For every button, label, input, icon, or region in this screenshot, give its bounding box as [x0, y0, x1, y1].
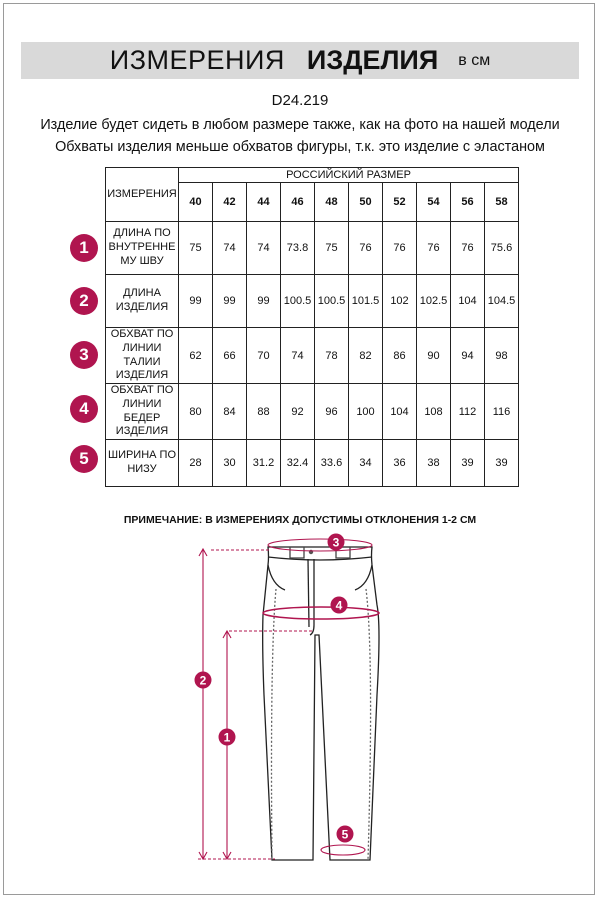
table-cell: 76 — [349, 222, 383, 275]
table-cell: 92 — [281, 384, 315, 440]
product-code: D24.219 — [271, 92, 329, 109]
svg-text:5: 5 — [341, 827, 349, 842]
table-cell: 116 — [485, 384, 519, 440]
measurements-header: ИЗМЕРЕНИЯ — [106, 168, 179, 222]
row-number-badge-5: 5 — [70, 445, 98, 473]
row-label-line: ДЛИНА — [123, 287, 161, 300]
svg-text:3: 3 — [332, 535, 340, 550]
table-cell: 86 — [383, 328, 417, 384]
russian-size-header: РОССИЙСКИЙ РАЗМЕР — [179, 168, 519, 183]
row-label-line: ШИРИНА ПО — [107, 449, 177, 462]
table-cell: 75 — [315, 222, 349, 275]
size-56: 56 — [451, 183, 485, 222]
marker-2 — [195, 672, 212, 689]
table-cell: 80 — [179, 384, 213, 440]
title-bar — [21, 42, 579, 79]
table-cell: 108 — [417, 384, 451, 440]
table-cell: 102.5 — [417, 275, 451, 328]
table-cell: 75.6 — [485, 222, 519, 275]
measure-guides — [198, 539, 379, 859]
tolerance-remark: ПРИМЕЧАНИЕ: В ИЗМЕРЕНИЯХ ДОПУСТИМЫ ОТКЛОНЕНИЯ 1-2 СМ — [123, 514, 477, 526]
row-label-line: ОБХВАТ ПО — [110, 384, 174, 396]
size-52: 52 — [383, 183, 417, 222]
table-cell: 100.5 — [315, 275, 349, 328]
svg-text:2: 2 — [199, 673, 207, 688]
table-cell: 102 — [383, 275, 417, 328]
table-cell: 73.8 — [281, 222, 315, 275]
row-label-line: ЛИНИИ — [122, 397, 162, 410]
table-cell: 82 — [349, 328, 383, 384]
table-cell: 112 — [451, 384, 485, 440]
table-cell: 36 — [383, 440, 417, 487]
table-cell: 62 — [179, 328, 213, 384]
size-50: 50 — [349, 183, 383, 222]
table-cell: 28 — [179, 440, 213, 487]
pants-diagram — [0, 525, 600, 900]
row-label-line: ЛИНИИ — [122, 341, 162, 354]
row-label-line: ИЗДЕЛИЯ — [115, 369, 169, 382]
row-label-line: НИЗУ — [127, 463, 157, 475]
table-cell: 30 — [213, 440, 247, 487]
measure-row-5 — [106, 440, 519, 487]
table-cell: 104.5 — [485, 275, 519, 328]
title-measurements: ИЗМЕРЕНИЯ — [109, 45, 285, 75]
row-number-badge-3: 3 — [70, 341, 98, 369]
table-cell: 33.6 — [315, 440, 349, 487]
row-number-badge-1: 1 — [70, 234, 98, 262]
size-42: 42 — [213, 183, 247, 222]
table-cell: 78 — [315, 328, 349, 384]
row-label-line: МУ ШВУ — [120, 254, 164, 267]
size-46: 46 — [281, 183, 315, 222]
size-54: 54 — [417, 183, 451, 222]
table-cell: 98 — [485, 328, 519, 384]
table-cell: 39 — [451, 440, 485, 487]
table-cell: 39 — [485, 440, 519, 487]
size-58: 58 — [485, 183, 519, 222]
table-cell: 34 — [349, 440, 383, 487]
row-label-line: ОБХВАТ ПО — [110, 328, 174, 340]
size-48: 48 — [315, 183, 349, 222]
measure-row-3 — [106, 328, 519, 384]
row-label-line: ИЗДЕЛИЯ — [115, 301, 169, 313]
marker-3 — [328, 534, 345, 551]
table-cell: 38 — [417, 440, 451, 487]
title-product: ИЗДЕЛИЯ — [306, 45, 439, 75]
title-units: в см — [458, 51, 491, 69]
size-40: 40 — [179, 183, 213, 222]
row-label — [106, 222, 179, 275]
table-cell: 84 — [213, 384, 247, 440]
table-cell: 74 — [247, 222, 281, 275]
table-cell: 99 — [213, 275, 247, 328]
table-cell: 99 — [247, 275, 281, 328]
table-cell: 31.2 — [247, 440, 281, 487]
marker-4 — [331, 597, 348, 614]
table-cell: 75 — [179, 222, 213, 275]
table-cell: 104 — [383, 384, 417, 440]
table-cell: 74 — [281, 328, 315, 384]
table-cell: 94 — [451, 328, 485, 384]
table-cell: 66 — [213, 328, 247, 384]
row-label-line: ДЛИНА ПО — [113, 227, 171, 240]
row-label-line: ТАЛИИ — [123, 355, 161, 368]
row-number-badge-4: 4 — [70, 395, 98, 423]
measure-row-4 — [106, 384, 519, 440]
row-label-line: ВНУТРЕННЕ — [108, 241, 176, 254]
svg-text:4: 4 — [335, 598, 343, 613]
table-cell: 70 — [247, 328, 281, 384]
table-cell: 76 — [417, 222, 451, 275]
row-label-line: БЕДЕР — [123, 411, 161, 424]
table-cell: 104 — [451, 275, 485, 328]
row-label — [106, 384, 179, 440]
size-table — [105, 167, 519, 487]
size-44: 44 — [247, 183, 281, 222]
table-cell: 74 — [213, 222, 247, 275]
svg-text:1: 1 — [223, 730, 231, 745]
table-cell: 100.5 — [281, 275, 315, 328]
table-cell: 32.4 — [281, 440, 315, 487]
pants-outline — [263, 547, 379, 860]
measure-row-1 — [106, 222, 519, 275]
marker-5 — [337, 826, 354, 843]
row-label-line: ИЗДЕЛИЯ — [115, 425, 169, 438]
row-label — [106, 440, 179, 487]
table-cell: 100 — [349, 384, 383, 440]
table-cell: 88 — [247, 384, 281, 440]
row-label — [106, 275, 179, 328]
row-number-badge-2: 2 — [70, 287, 98, 315]
marker-1 — [219, 729, 236, 746]
elastane-note: Обхваты изделия меньше обхватов фигуры, т.к. это изделие с эластаном — [55, 139, 545, 155]
table-cell: 90 — [417, 328, 451, 384]
table-cell: 96 — [315, 384, 349, 440]
fit-note: Изделие будет сидеть в любом размере также, как на фото на нашей модели — [40, 117, 560, 133]
table-cell: 99 — [179, 275, 213, 328]
measure-row-2 — [106, 275, 519, 328]
table-cell: 76 — [451, 222, 485, 275]
table-cell: 76 — [383, 222, 417, 275]
row-label — [106, 328, 179, 384]
table-cell: 101.5 — [349, 275, 383, 328]
